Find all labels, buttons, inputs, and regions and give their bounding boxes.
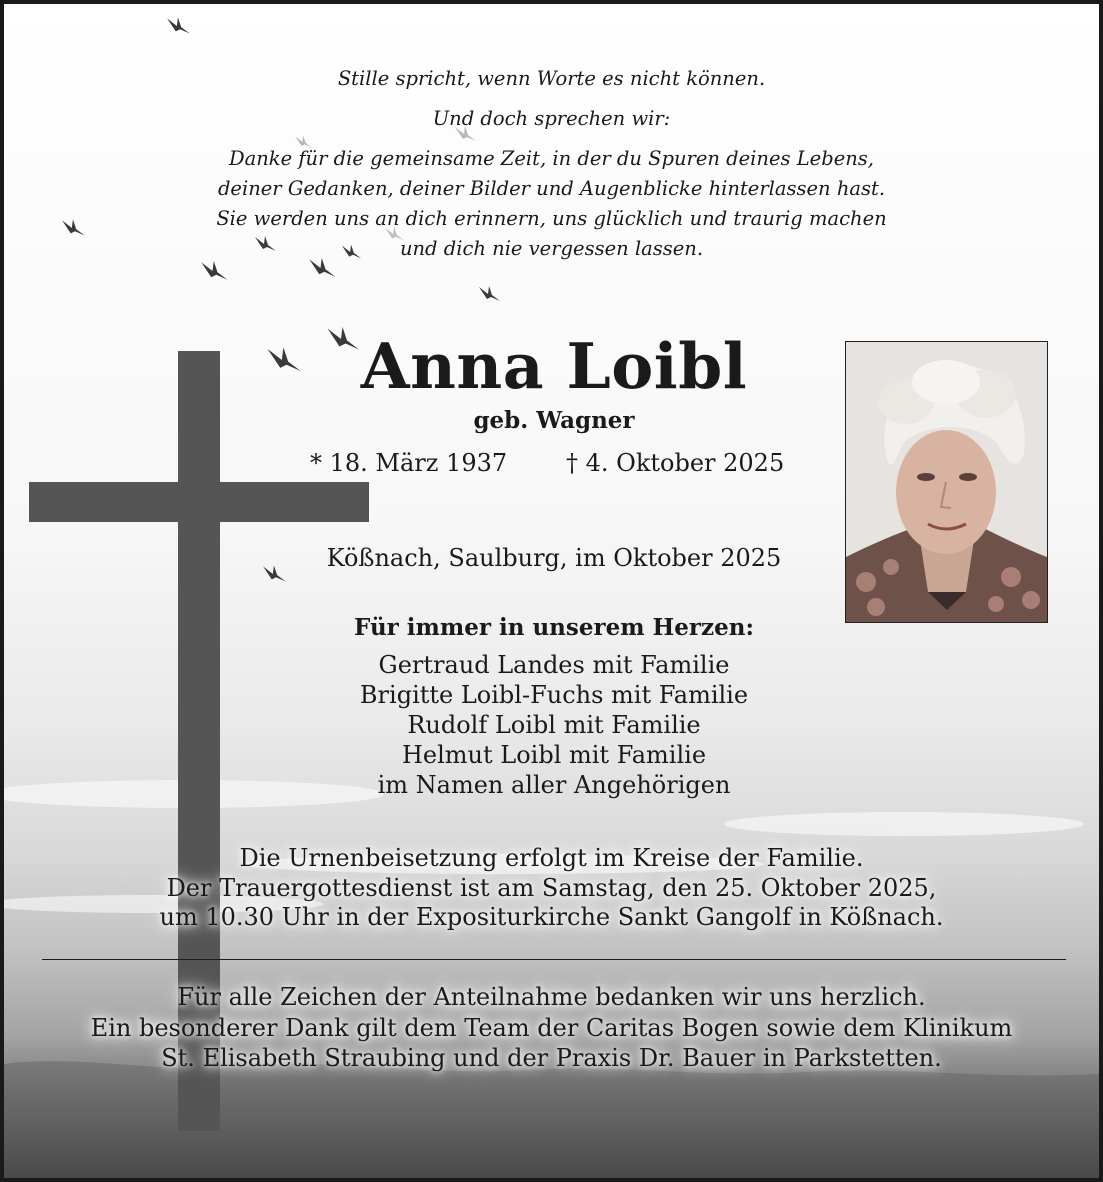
thanks-note — [4, 982, 1099, 1074]
bird-icon — [167, 17, 190, 33]
funeral-info — [4, 844, 1099, 933]
thanks-line: St. Elisabeth Straubing und der Praxis Dr. Bauer in Parkstetten. — [161, 1044, 942, 1072]
birth-date: * 18. März 1937 — [310, 449, 508, 477]
mourner-item: Brigitte Loibl-Fuchs mit Familie — [359, 681, 749, 709]
quote-line: Stille spricht, wenn Worte es nicht können. — [337, 67, 766, 90]
thanks-line: Ein besonderer Dank gilt dem Team der Caritas Bogen sowie dem Klinikum — [90, 1013, 1013, 1042]
hills — [4, 1061, 1099, 1178]
quote-intro — [4, 64, 1099, 134]
quote-body — [4, 144, 1099, 264]
bird-icon — [268, 347, 301, 371]
portrait-photo — [845, 341, 1048, 623]
funeral-line: Der Trauergottesdienst ist am Samstag, den 25. Oktober 2025, — [166, 873, 937, 902]
mourner-item: Gertraud Landes mit Familie — [378, 651, 730, 679]
quote-line: und dich nie vergessen lassen. — [399, 237, 704, 260]
mourners-list — [254, 650, 854, 800]
mourners-heading: Für immer in unserem Herzen: — [354, 614, 754, 641]
bird-icon — [479, 286, 500, 301]
funeral-line: Die Urnenbeisetzung erfolgt im Kreise der Familie. — [239, 844, 864, 872]
mourner-item: im Namen aller Angehörigen — [377, 771, 731, 799]
bird-icon — [263, 565, 286, 581]
maiden-name: geb. Wagner — [473, 407, 635, 434]
thanks-line: Für alle Zeichen der Anteilnahme bedanken wir uns herzlich. — [177, 983, 926, 1011]
quote-line: Und doch sprechen wir: — [432, 107, 671, 130]
quote-line: Danke für die gemeinsame Zeit, in der du Spuren deines Lebens, — [228, 147, 875, 170]
mourner-item: Rudolf Loibl mit Familie — [407, 711, 701, 739]
place-and-date: Kößnach, Saulburg, im Oktober 2025 — [326, 544, 782, 572]
mourner-item: Helmut Loibl mit Familie — [401, 741, 707, 769]
quote-line: Sie werden uns an dich erinnern, uns glücklich und traurig machen — [216, 207, 887, 230]
divider — [42, 959, 1066, 960]
deceased-name: Anna Loibl — [360, 329, 748, 403]
quote-line: deiner Gedanken, deiner Bilder und Augenblicke hinterlassen hast. — [217, 177, 886, 200]
funeral-line: um 10.30 Uhr in der Expositurkirche Sankt Gangolf in Kößnach. — [159, 903, 944, 931]
death-date: † 4. Oktober 2025 — [566, 449, 785, 477]
